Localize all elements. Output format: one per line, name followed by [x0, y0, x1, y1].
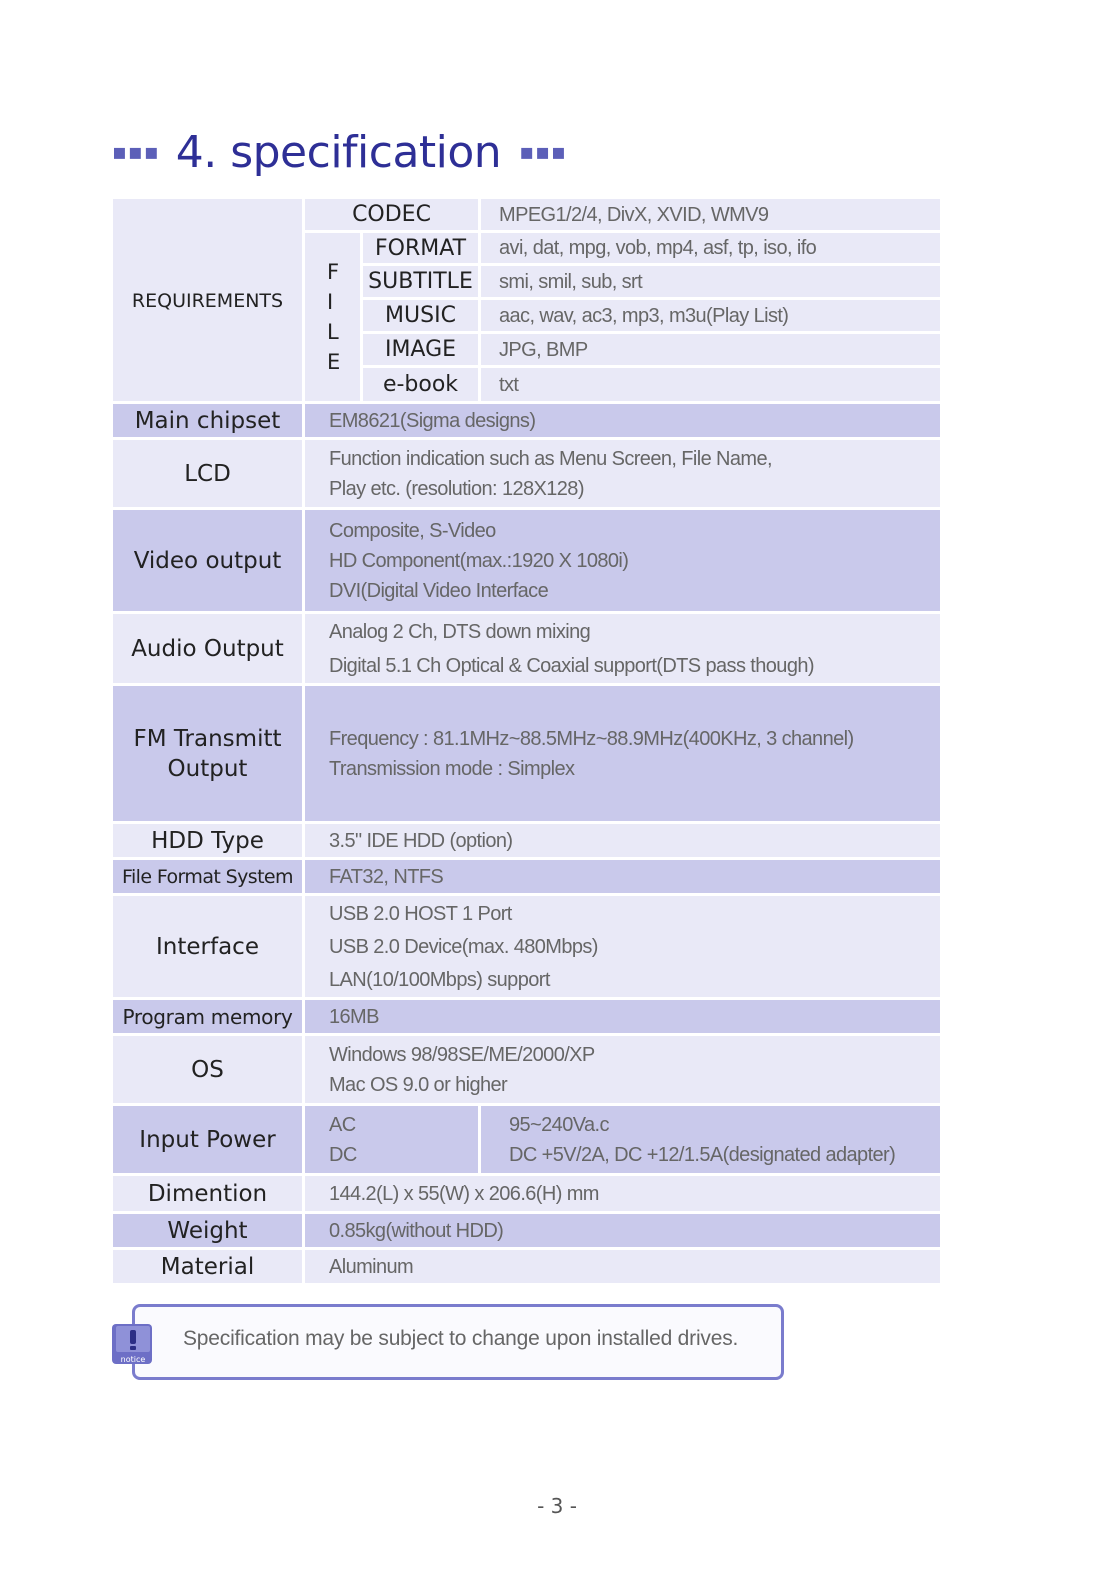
file-vertical-label: F I L E [304, 232, 362, 403]
notice-icon-label: notice [120, 1355, 146, 1364]
format-value: avi, dat, mpg, vob, mp4, asf, tp, iso, ifo [480, 232, 942, 265]
codec-value: MPEG1/2/4, DivX, XVID, WMV9 [480, 198, 942, 232]
table-row [112, 823, 942, 859]
table-row [112, 1213, 942, 1249]
format-label: FORMAT [362, 232, 480, 265]
lcd-value: Function indication such as Menu Screen, File Name, Play etc. (resolution: 128X128) [304, 439, 942, 509]
input-power-value: 95~240Va.c DC +5V/2A, DC +12/1.5A(designated adapter) [480, 1105, 942, 1175]
codec-label: CODEC [304, 198, 480, 232]
requirements-label: REQUIREMENTS [112, 198, 304, 403]
page-number: - 3 - [537, 1494, 577, 1518]
music-value: aac, wav, ac3, mp3, m3u(Play List) [480, 299, 942, 333]
input-power-label: Input Power [112, 1105, 304, 1175]
os-value: Windows 98/98SE/ME/2000/XP Mac OS 9.0 or higher [304, 1035, 942, 1105]
video-output-label: Video output [112, 509, 304, 613]
audio-output-label: Audio Output [112, 613, 304, 685]
table-row [112, 895, 942, 999]
subtitle-value: smi, smil, sub, srt [480, 265, 942, 299]
interface-label: Interface [112, 895, 304, 999]
table-row [112, 1249, 942, 1285]
material-label: Material [112, 1249, 304, 1285]
weight-value: 0.85kg(without HDD) [304, 1213, 942, 1249]
title-decoration-right: ▪▪▪ [519, 139, 567, 165]
file-format-system-value: FAT32, NTFS [304, 859, 942, 895]
hdd-type-label: HDD Type [112, 823, 304, 859]
notice-text: Specification may be subject to change upon installed drives. [183, 1327, 739, 1350]
dimention-value: 144.2(L) x 55(W) x 206.6(H) mm [304, 1175, 942, 1213]
ebook-value: txt [480, 367, 942, 403]
table-row [112, 403, 942, 439]
specification-table [110, 196, 943, 1286]
file-format-system-label: File Format System [112, 859, 304, 895]
table-row [112, 859, 942, 895]
hdd-type-value: 3.5" IDE HDD (option) [304, 823, 942, 859]
table-row [112, 1175, 942, 1213]
input-power-type: AC DC [304, 1105, 480, 1175]
notice-icon [110, 1320, 156, 1368]
table-row [112, 198, 942, 232]
table-row [112, 1035, 942, 1105]
subtitle-label: SUBTITLE [362, 265, 480, 299]
interface-value: USB 2.0 HOST 1 Port USB 2.0 Device(max. 480Mbps) LAN(10/100Mbps) support [304, 895, 942, 999]
audio-output-value: Analog 2 Ch, DTS down mixing Digital 5.1 Ch Optical & Coaxial support(DTS pass though) [304, 613, 942, 685]
weight-label: Weight [112, 1213, 304, 1249]
page-title [112, 122, 567, 182]
image-label: IMAGE [362, 333, 480, 367]
table-row [112, 999, 942, 1035]
main-chipset-label: Main chipset [112, 403, 304, 439]
title-text: 4. specification [175, 126, 502, 178]
main-chipset-value: EM8621(Sigma designs) [304, 403, 942, 439]
table-row [112, 613, 942, 685]
notice-box [132, 1304, 784, 1380]
ebook-label: e-book [362, 367, 480, 403]
fm-transmitt-value: Frequency : 81.1MHz~88.5MHz~88.9MHz(400KHz, 3 channel) Transmission mode : Simplex [304, 685, 942, 823]
image-value: JPG, BMP [480, 333, 942, 367]
title-decoration-left: ▪▪▪ [112, 139, 160, 165]
video-output-value: Composite, S-Video HD Component(max.:1920 X 1080i) DVI(Digital Video Interface [304, 509, 942, 613]
table-row [112, 1105, 942, 1175]
music-label: MUSIC [362, 299, 480, 333]
fm-transmitt-label: FM Transmitt Output [112, 685, 304, 823]
lcd-label: LCD [112, 439, 304, 509]
program-memory-value: 16MB [304, 999, 942, 1035]
table-row [112, 509, 942, 613]
program-memory-label: Program memory [112, 999, 304, 1035]
table-row [112, 685, 942, 823]
dimention-label: Dimention [112, 1175, 304, 1213]
table-row [112, 439, 942, 509]
os-label: OS [112, 1035, 304, 1105]
material-value: Aluminum [304, 1249, 942, 1285]
